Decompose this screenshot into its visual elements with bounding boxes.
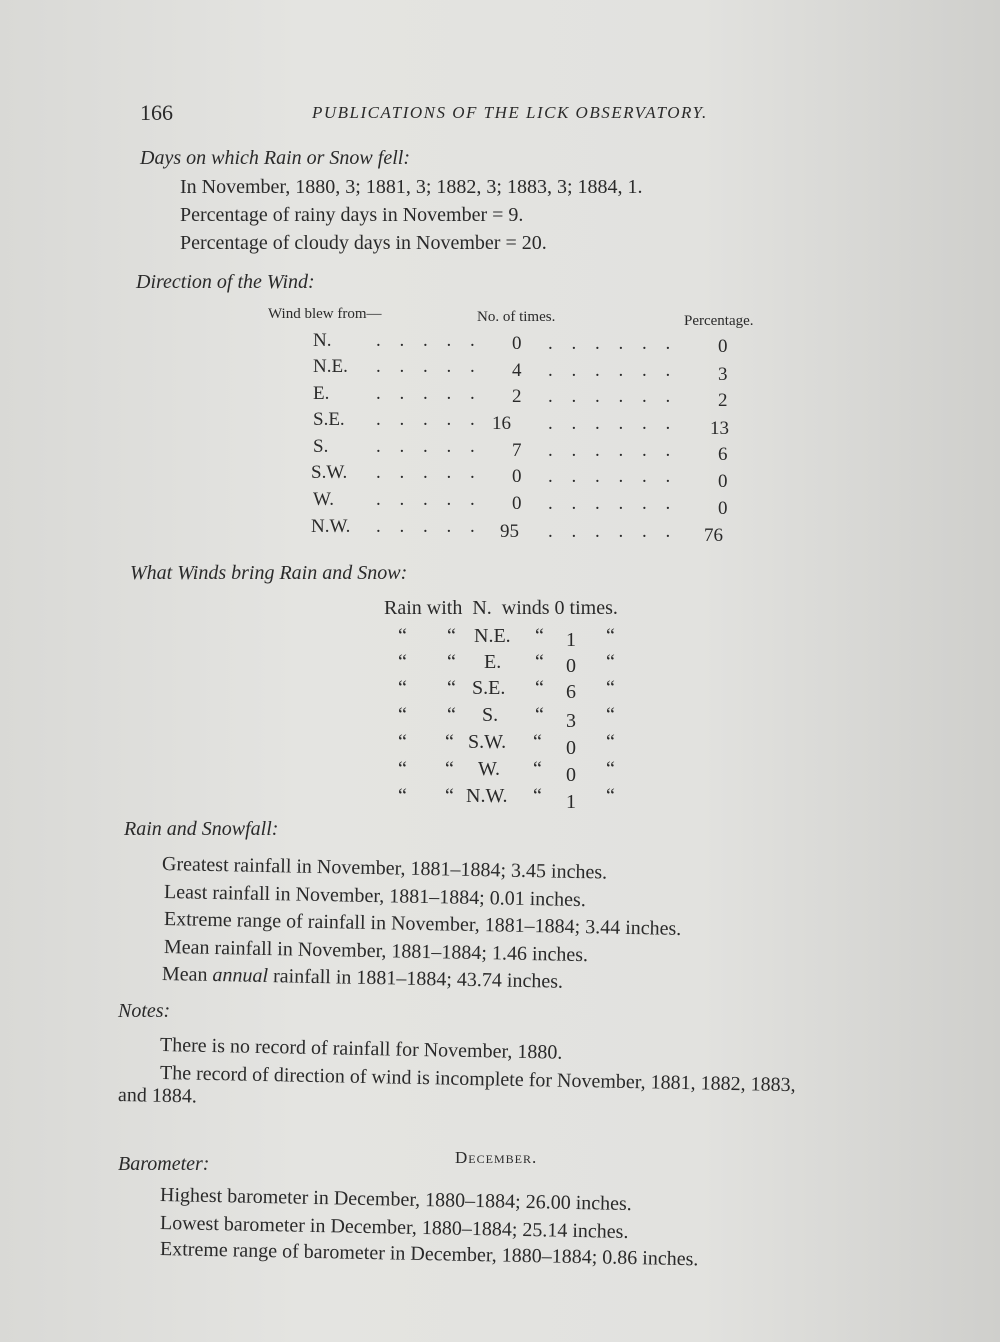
rain-wind-dir: E.: [484, 651, 502, 673]
ditto-mark: “: [447, 625, 456, 647]
wind-dir: N.W.: [311, 516, 351, 537]
column-header-times: No. of times.: [477, 309, 556, 325]
rain-winds-first-line: Rain with N. winds 0 times.: [384, 597, 618, 619]
rain-days-line: Percentage of cloudy days in November = 20.: [180, 232, 547, 254]
wind-pct: 0: [718, 498, 728, 519]
rainfall-annual-line: [162, 963, 563, 994]
leader-dots: . . . . . .: [548, 360, 678, 381]
wind-times: 0: [512, 466, 522, 487]
wind-pct: 76: [704, 525, 723, 546]
ditto-mark: “: [535, 677, 544, 699]
rain-wind-dir: S.: [482, 704, 499, 726]
leader-dots: . . . . .: [376, 436, 482, 457]
december-title: December.: [455, 1148, 538, 1167]
leader-dots: . . . . . .: [548, 521, 678, 542]
leader-dots: . . . . .: [376, 409, 482, 430]
ditto-mark: “: [606, 651, 615, 673]
running-title: PUBLICATIONS OF THE LICK OBSERVATORY.: [312, 103, 708, 122]
leader-dots: . . . . . .: [548, 386, 678, 407]
ditto-mark: “: [447, 677, 456, 699]
ditto-mark: “: [398, 677, 407, 699]
wind-pct: 3: [718, 364, 728, 385]
wind-dir: E.: [313, 383, 330, 404]
wind-pct: 0: [718, 336, 728, 357]
rain-wind-times: 0: [566, 655, 576, 677]
leader-dots: . . . . .: [376, 516, 482, 537]
wind-pct: 6: [718, 444, 728, 465]
wind-pct: 2: [718, 390, 728, 411]
ditto-mark: “: [533, 731, 542, 753]
rainfall-line: Greatest rainfall in November, 1881–1884; 3.45 inches.: [161, 853, 608, 884]
ditto-mark: “: [398, 731, 407, 753]
wind-direction-heading: Direction of the Wind:: [136, 271, 315, 293]
ditto-mark: “: [606, 704, 615, 726]
rain-wind-times: 1: [566, 629, 576, 651]
leader-dots: . . . . .: [376, 330, 482, 351]
wind-pct: 13: [710, 418, 729, 439]
ditto-mark: “: [533, 785, 542, 807]
notes-line: The record of direction of wind is incomplete for November, 1881, 1882, 1883,: [159, 1062, 796, 1097]
leader-dots: . . . . . .: [548, 466, 678, 487]
barometer-line: Lowest barometer in December, 1880–1884; 25.14 inches.: [159, 1212, 629, 1243]
wind-times: 16: [492, 413, 511, 434]
ditto-mark: “: [535, 704, 544, 726]
leader-dots: . . . . . .: [548, 333, 678, 354]
leader-dots: . . . . .: [376, 489, 482, 510]
ditto-mark: “: [606, 677, 615, 699]
ditto-mark: “: [445, 785, 454, 807]
rain-days-heading: Days on which Rain or Snow fell:: [140, 147, 410, 169]
ditto-mark: “: [533, 758, 542, 780]
leader-dots: . . . . .: [376, 356, 482, 377]
rainfall-line: Mean rainfall in November, 1881–1884; 1.46 inches.: [163, 936, 589, 967]
rain-days-line: In November, 1880, 3; 1881, 3; 1882, 3; 1883, 3; 1884, 1.: [180, 176, 643, 198]
wind-pct: 0: [718, 471, 728, 492]
rain-wind-dir: N.E.: [474, 625, 511, 647]
wind-times: 95: [500, 521, 519, 542]
wind-dir: S.: [313, 436, 329, 457]
ditto-mark: “: [398, 625, 407, 647]
rainfall-annual-word: annual: [212, 963, 269, 988]
column-header-from: Wind blew from—: [268, 306, 382, 322]
ditto-mark: “: [398, 785, 407, 807]
ditto-mark: “: [447, 651, 456, 673]
rain-wind-times: 1: [566, 791, 576, 813]
rain-wind-times: 0: [566, 737, 576, 759]
ditto-mark: “: [447, 704, 456, 726]
ditto-mark: “: [398, 758, 407, 780]
ditto-mark: “: [398, 704, 407, 726]
wind-dir: N.E.: [313, 356, 348, 377]
leader-dots: . . . . . .: [548, 440, 678, 461]
rain-wind-dir: S.E.: [472, 677, 506, 699]
leader-dots: . . . . . .: [548, 413, 678, 434]
ditto-mark: “: [606, 758, 615, 780]
rain-days-line: Percentage of rainy days in November = 9.: [180, 204, 524, 226]
rainfall-line: Least rainfall in November, 1881–1884; 0.01 inches.: [163, 881, 587, 912]
leader-dots: . . . . .: [376, 383, 482, 404]
ditto-mark: “: [445, 731, 454, 753]
wind-times: 7: [512, 440, 522, 461]
notes-line: and 1884.: [117, 1084, 198, 1108]
page-number: 166: [140, 100, 173, 125]
barometer-heading: Barometer:: [118, 1153, 210, 1175]
notes-line: There is no record of rainfall for November, 1880.: [159, 1034, 563, 1064]
wind-dir: S.W.: [311, 462, 348, 483]
ditto-mark: “: [606, 785, 615, 807]
ditto-mark: “: [445, 758, 454, 780]
notes-heading: Notes:: [118, 1000, 171, 1022]
wind-times: 0: [512, 333, 522, 354]
ditto-mark: “: [606, 731, 615, 753]
rain-wind-times: 3: [566, 710, 576, 732]
rainfall-line: Extreme range of rainfall in November, 1881–1884; 3.44 inches.: [163, 908, 682, 940]
rain-wind-dir: W.: [478, 758, 501, 780]
ditto-mark: “: [606, 625, 615, 647]
wind-times: 4: [512, 360, 522, 381]
rain-wind-times: 0: [566, 764, 576, 786]
rain-wind-times: 6: [566, 681, 576, 703]
rainfall-annual-post: rainfall in 1881–1884; 43.74 inches.: [267, 965, 564, 993]
rain-wind-dir: S.W.: [468, 731, 507, 753]
wind-dir: W.: [313, 489, 334, 510]
leader-dots: . . . . .: [376, 462, 482, 483]
wind-times: 2: [512, 386, 522, 407]
ditto-mark: “: [535, 651, 544, 673]
wind-dir: S.E.: [313, 409, 345, 430]
wind-times: 0: [512, 493, 522, 514]
ditto-mark: “: [398, 651, 407, 673]
barometer-line: Extreme range of barometer in December, 1880–1884; 0.86 inches.: [159, 1238, 699, 1271]
column-header-percentage: Percentage.: [684, 313, 754, 329]
leader-dots: . . . . . .: [548, 493, 678, 514]
rain-winds-heading: What Winds bring Rain and Snow:: [130, 562, 408, 584]
rain-wind-dir: N.W.: [466, 785, 508, 807]
ditto-mark: “: [535, 625, 544, 647]
wind-dir: N.: [313, 330, 332, 351]
rainfall-heading: Rain and Snowfall:: [124, 818, 279, 840]
rainfall-annual-pre: Mean: [161, 963, 213, 986]
barometer-line: Highest barometer in December, 1880–1884; 26.00 inches.: [159, 1184, 632, 1216]
